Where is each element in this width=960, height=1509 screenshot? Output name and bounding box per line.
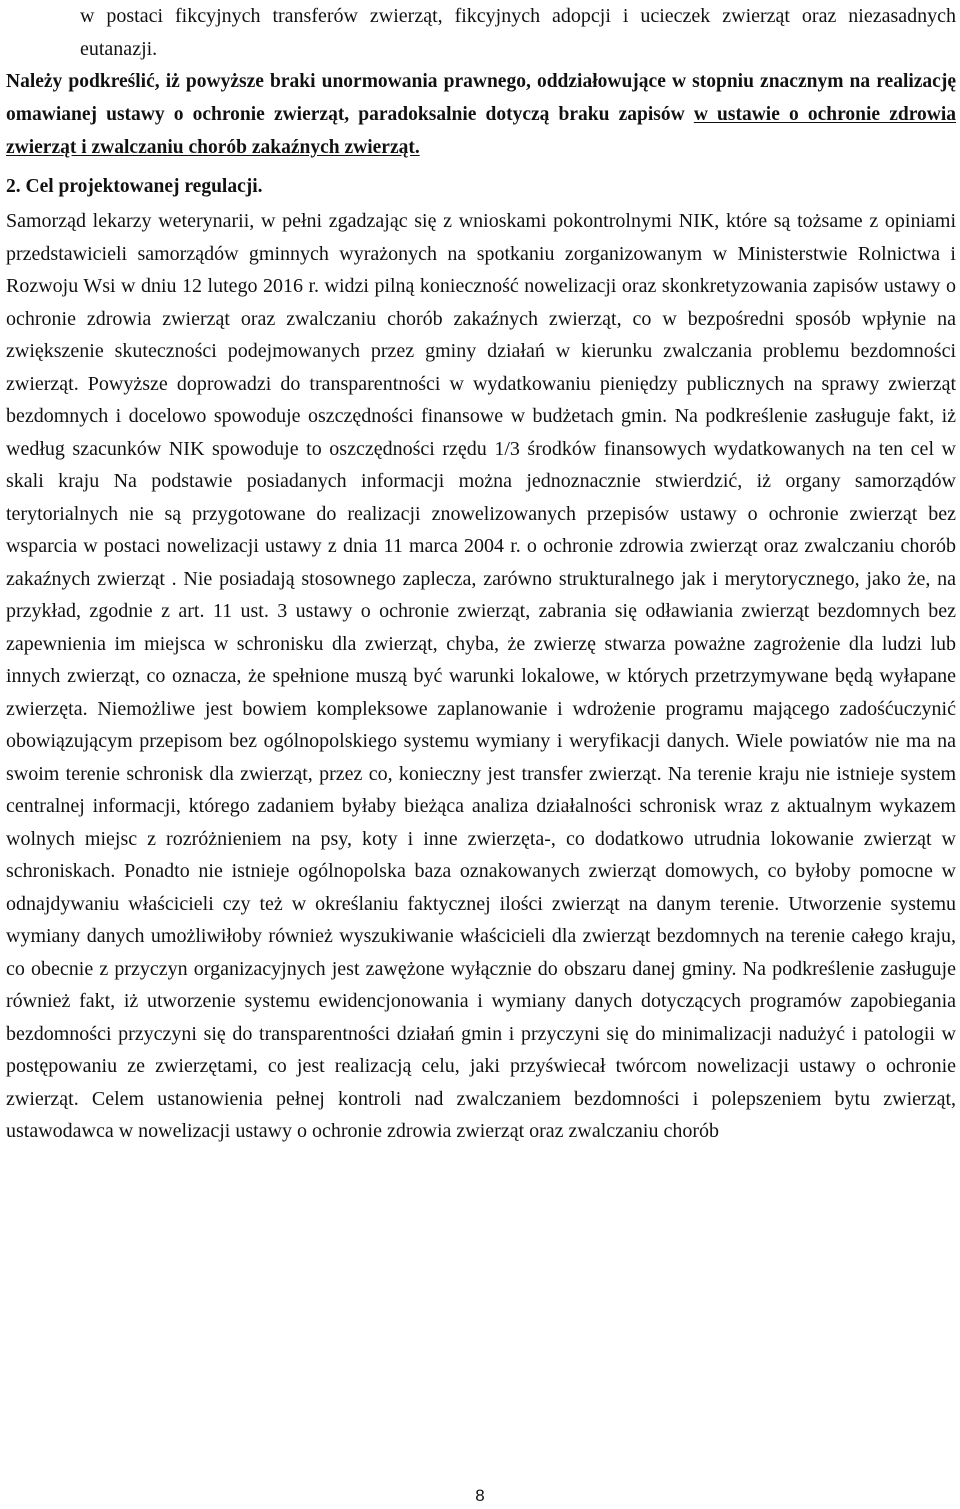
page-number: 8 — [475, 1486, 485, 1505]
bold-paragraph-underlined-text: w ustawie o ochronie zdrowia zwierząt i zwalczaniu chorób zakaźnych zwierząt. — [6, 104, 956, 158]
body-paragraph: Samorząd lekarzy weterynarii, w pełni zgadzając się z wnioskami pokontrolnymi NIK, które są tożsame z opiniami przedstawicieli samorządów gminnych wyrażonych na spotkaniu zorganizowanym w Ministerstwie Rolnictwa i Rozwoju Wsi w dniu 12 lutego 2016 r. widzi pilną konieczność nowelizacji oraz skonkretyzowania zapisów ustawy o ochronie zdrowia zwierząt oraz zwalczaniu chorób zakaźnych zwierząt, co w bezpośredni sposób wpłynie na zwiększenie skuteczności podejmowanych przez gminy działań w kierunku zwalczania problemu bezdomności zwierząt. Powyższe doprowadzi do transparentności w wydatkowaniu pieniędzy publicznych na sprawy zwierząt bezdomnych i docelowo spowoduje oszczędności finansowe w budżetach gmin. Na podkreślenie zasługuje fakt, iż według szacunków NIK spowoduje to oszczędności rzędu 1/3 środków finansowych wydatkowanych na ten cel w skali kraju Na podstawie posiadanych informacji można jednoznacznie stwierdzić, iż organy samorządów terytorialnych nie są przygotowane do realizacji znowelizowanych przepisów ustawy o ochronie zwierząt bez wsparcia w postaci nowelizacji ustawy z dnia 11 marca 2004 r. o ochronie zdrowia zwierząt oraz zwalczaniu chorób zakaźnych zwierząt . Nie posiadają stosownego zaplecza, zarówno strukturalnego jak i merytorycznego, jako że, na przykład, zgodnie z art. 11 ust. 3 ustawy o ochronie zwierząt, zabrania się odławiania zwierząt bezdomnych bez zapewnienia im miejsca w schronisku dla zwierząt, chyba, że zwierzę stwarza poważne zagrożenie dla ludzi lub innych zwierząt, co oznacza, że spełnione muszą być warunki lokalowe, w których przetrzymywane będą wyłapane zwierzęta. Niemożliwe jest bowiem kompleksowe zaplanowanie i wdrożenie programu mającego zadośćuczynić obowiązującym przepisom bez ogólnopolskiego systemu wymiany i weryfikacji danych. Wiele powiatów nie ma na swoim terenie schronisk dla zwierząt, przez co, konieczny jest transfer zwierząt. Na terenie kraju nie istnieje system centralnej informacji, którego zadaniem byłaby bieżąca analiza działalności schronisk wraz z aktualnym wykazem wolnych miejsc z rozróżnieniem na psy, koty i inne zwierzęta-, co dodatkowo utrudnia lokowanie zwierząt w schroniskach. Ponadto nie istnieje ogólnopolska baza oznakowanych zwierząt domowych, co byłoby pomocne w odnajdywaniu właścicieli czy też w określaniu faktycznej ilości zwierząt na danym terenie. Utworzenie systemu wymiany danych umożliwiłoby również wyszukiwanie właścicieli dla zwierząt bezdomnych na terenie całego kraju, co obecnie z przyczyn organizacyjnych jest zawężone wyłącznie do obszaru danej gminy. Na podkreślenie zasługuje również fakt, iż utworzenie systemu ewidencjonowania i wymiany danych dotyczących programów zapobiegania bezdomności przyczyni się do transparentności działań gmin i przyczyni się do minimalizacji nadużyć i patologii w postępowaniu ze zwierzętami, co jest realizacją celu, jaki przyświecał twórcom nowelizacji ustawy o ochronie zwierząt. Celem ustanowienia pełnej kontroli nad zwalczaniem bezdomności i polepszeniem bytu zwierząt, ustawodawca w nowelizacji ustawy o ochronie zdrowia zwierząt oraz zwalczaniu chorób — [6, 210, 956, 1142]
section-heading: 2. Cel projektowanej regulacji. — [6, 176, 263, 197]
bold-paragraph-text: Należy podkreślić, iż powyższe braki unormowania prawnego, oddziałowujące w stopniu znacznym na realizację omawianej ustawy o ochronie zwierząt, paradoksalnie dotyczą braku zapisów — [6, 71, 956, 125]
bold-emphasis-paragraph — [6, 65, 956, 164]
document-page — [6, 0, 956, 1148]
intro-continuation-paragraph: w postaci fikcyjnych transferów zwierząt, fikcyjnych adopcji i ucieczek zwierząt oraz niezasadnych eutanazji. — [80, 5, 956, 60]
